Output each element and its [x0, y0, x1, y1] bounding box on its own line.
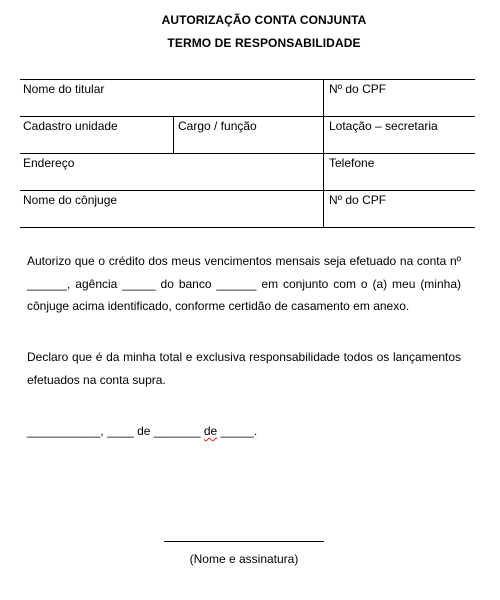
spellcheck-marked-word: de [203, 424, 218, 438]
field-spouse-cpf[interactable]: Nº do CPF [329, 193, 387, 207]
date-line-part2: _____. [217, 424, 258, 438]
responsibility-line-2: efetuados na conta supra. [27, 372, 166, 387]
field-spouse-name[interactable]: Nome do cônjuge [23, 193, 118, 207]
document-title: AUTORIZAÇÃO CONTA CONJUNTA [161, 13, 367, 27]
field-holder-name[interactable]: Nome do titular [23, 82, 105, 96]
responsibility-line-1: Declaro que é da minha total e exclusiva responsabilidade todos os lançamentos [27, 350, 461, 364]
form-rule-row1 [20, 116, 475, 117]
authorization-line-1: Autorizo que o crédito dos meus vencimentos mensais seja efetuado na conta nº [27, 254, 461, 268]
form-rule-row3 [20, 190, 475, 191]
signature-label: (Nome e assinatura) [189, 552, 299, 566]
place-date-line[interactable] [27, 424, 257, 438]
form-divider-middle [173, 116, 174, 153]
form-rule-row2 [20, 153, 475, 154]
field-position-role[interactable]: Cargo / função [178, 119, 257, 133]
field-phone[interactable]: Telefone [329, 156, 375, 170]
authorization-line-2: ______, agência _____ do banco ______ em conjunto com o (a) meu (minha) [27, 276, 461, 291]
responsibility-paragraph [27, 346, 461, 391]
identification-form-grid [20, 79, 475, 227]
form-rule-top [20, 79, 475, 80]
document-subtitle: TERMO DE RESPONSABILIDADE [167, 36, 361, 50]
date-line-part1: ___________, ____ de _______ [27, 424, 204, 438]
field-unit-registration[interactable]: Cadastro unidade [23, 119, 118, 133]
authorization-line-3: cônjuge acima identificado, conforme certidão de casamento em anexo. [27, 299, 410, 313]
signature-line[interactable] [164, 541, 324, 542]
form-rule-bottom [20, 227, 475, 228]
form-divider-right [323, 79, 324, 227]
field-department[interactable]: Lotação – secretaria [329, 119, 438, 133]
field-address[interactable]: Endereço [23, 156, 75, 170]
field-holder-cpf[interactable]: Nº do CPF [329, 82, 387, 96]
authorization-paragraph [27, 250, 461, 318]
